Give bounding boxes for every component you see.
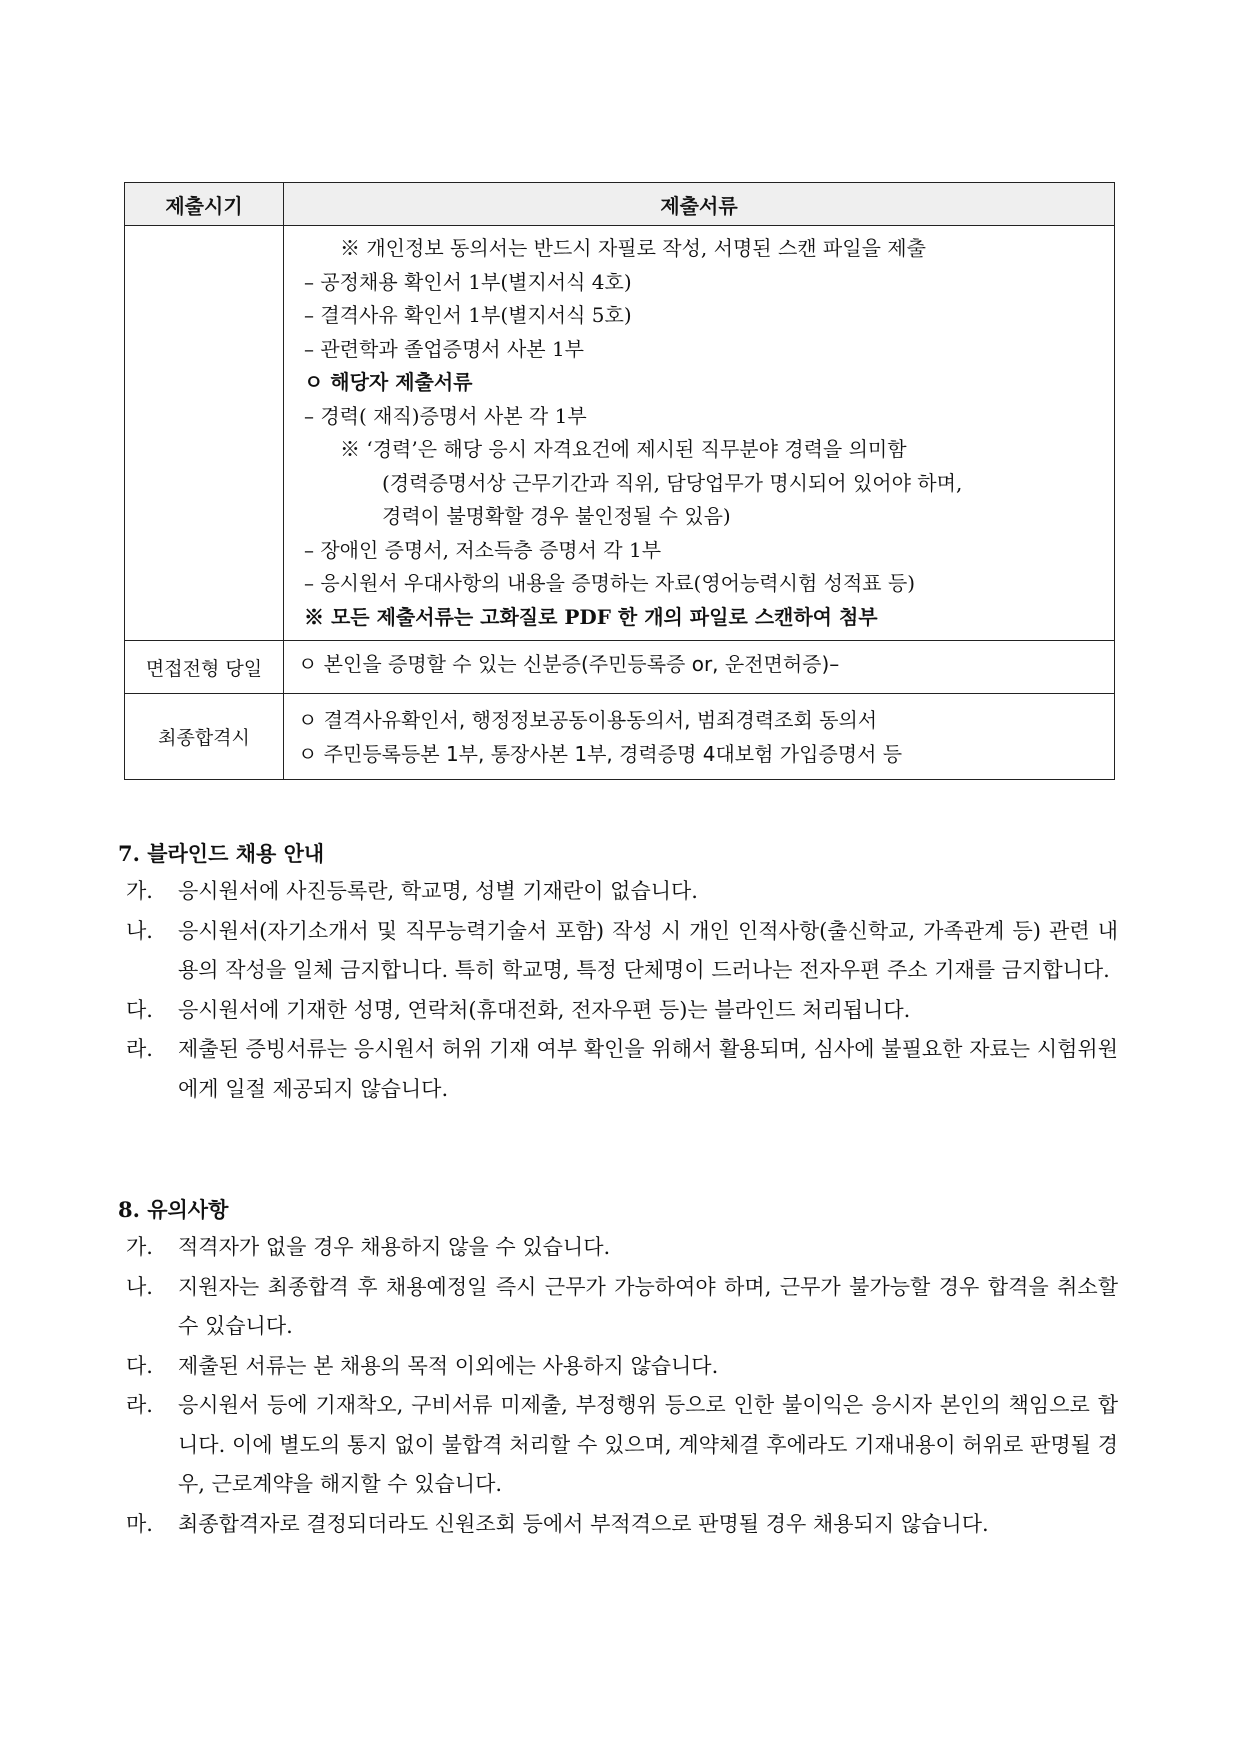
item-text: 최종합격자로 결정되더라도 신원조회 등에서 부적격으로 판명될 경우 채용되지 않습니다.: [178, 1511, 989, 1536]
list-item: [118, 872, 1118, 912]
row-time-cell: 최종합격시: [125, 694, 284, 780]
doc-item: – 결격사유 확인서 1부(별지서식 5호): [304, 303, 632, 327]
header-submission-time: 제출시기: [125, 183, 284, 226]
list-item: [118, 1228, 1118, 1268]
item-label: 가.: [126, 1235, 153, 1259]
item-text: 응시원서에 사진등록란, 학교명, 성별 기재란이 없습니다.: [178, 879, 698, 903]
submission-table: [124, 182, 1115, 780]
pdf-scan-note: ※ 모든 제출서류는 고화질로 PDF 한 개의 파일로 스캔하여 첨부: [304, 604, 878, 629]
row-docs-cell: [284, 641, 1115, 694]
item-label: 다.: [126, 997, 153, 1022]
row-time-cell: 면접전형 당일: [125, 641, 284, 694]
row-time-cell: [125, 226, 284, 641]
item-text: 적격자가 없을 경우 채용하지 않을 수 있습니다.: [178, 1235, 611, 1259]
item-text: 지원자는 최종합격 후 채용예정일 즉시 근무가 가능하여야 하며, 근무가 불가능할 경우 합격을 취소할 수 있습니다.: [178, 1274, 1118, 1338]
item-label: 다.: [126, 1353, 153, 1378]
doc-item: – 관련학과 졸업증명서 사본 1부: [304, 336, 584, 361]
career-note: ※ ‘경력’은 해당 응시 자격요건에 제시된 직무분야 경력을 의미함: [340, 437, 907, 461]
table-row: [125, 694, 1115, 780]
table-row: [125, 641, 1115, 694]
section-title: 7. 블라인드 채용 안내: [118, 841, 325, 866]
doc-item: – 공정채용 확인서 1부(별지서식 4호): [304, 269, 632, 294]
list-item: [118, 1386, 1118, 1505]
item-label: 나.: [126, 1274, 153, 1299]
applicable-docs-heading: ㅇ 해당자 제출서류: [304, 370, 473, 394]
consent-note: ※ 개인정보 동의서는 반드시 자필로 작성, 서명된 스캔 파일을 제출: [340, 236, 926, 260]
row-docs-cell: [284, 226, 1115, 641]
section-blind-hiring: [118, 836, 1118, 1109]
list-item: [118, 912, 1118, 991]
list-item: [118, 1347, 1118, 1387]
row-docs-cell: [284, 694, 1115, 780]
doc-item: – 경력( 재직)증명서 사본 각 1부: [304, 403, 587, 428]
section-precautions: [118, 1192, 1118, 1544]
item-text: 응시원서에 기재한 성명, 연락처(휴대전화, 전자우편 등)는 블라인드 처리됩니다.: [178, 997, 911, 1022]
item-text: 제출된 서류는 본 채용의 목적 이외에는 사용하지 않습니다.: [178, 1353, 719, 1378]
doc-item: ㅇ 주민등록등본 1부, 통장사본 1부, 경력증명 4대보험 가입증명서 등: [298, 741, 903, 766]
doc-item: – 장애인 증명서, 저소득층 증명서 각 1부: [304, 537, 662, 562]
item-text: 응시원서 등에 기재착오, 구비서류 미제출, 부정행위 등으로 인한 불이익은 응시자 본인의 책임으로 합니다. 이에 별도의 통지 없이 불합격 처리할 수 있으며, 계약체결 후에라도 기재내용이 허위로 판명될 경우, 근로계약을 해지할 수 있습니다.: [178, 1393, 1118, 1496]
doc-item: ㅇ 본인을 증명할 수 있는 신분증(주민등록증 or, 운전면허증)–: [298, 652, 840, 676]
item-label: 라.: [126, 1393, 153, 1417]
item-label: 나.: [126, 918, 153, 943]
list-item: [118, 991, 1118, 1031]
section-title: 8. 유의사항: [118, 1197, 229, 1222]
item-label: 마.: [126, 1511, 153, 1536]
item-text: 제출된 증빙서류는 응시원서 허위 기재 여부 확인을 위해서 활용되며, 심사에 불필요한 자료는 시험위원에게 일절 제공되지 않습니다.: [178, 1037, 1118, 1101]
table-row: [125, 226, 1115, 641]
doc-item: – 응시원서 우대사항의 내용을 증명하는 자료(영어능력시험 성적표 등): [304, 571, 916, 595]
header-submission-docs: 제출서류: [284, 183, 1115, 226]
doc-item: ㅇ 결격사유확인서, 행정정보공동이용동의서, 범죄경력조회 동의서: [298, 708, 878, 732]
list-item: [118, 1505, 1118, 1545]
career-note-continued: 경력이 불명확할 경우 불인정될 수 있음): [382, 504, 731, 528]
list-item: [118, 1268, 1118, 1347]
list-item: [118, 1030, 1118, 1109]
table-header-row: [125, 183, 1115, 226]
item-label: 라.: [126, 1037, 153, 1061]
item-label: 가.: [126, 879, 153, 903]
career-note-continued: (경력증명서상 근무기간과 직위, 담당업무가 명시되어 있어야 하며,: [382, 470, 963, 495]
item-text: 응시원서(자기소개서 및 직무능력기술서 포함) 작성 시 개인 인적사항(출신학교, 가족관계 등) 관련 내용의 작성을 일체 금지합니다. 특히 학교명, 특정 단체명이 드러나는 전자우편 주소 기재를 금지합니다.: [178, 918, 1118, 982]
